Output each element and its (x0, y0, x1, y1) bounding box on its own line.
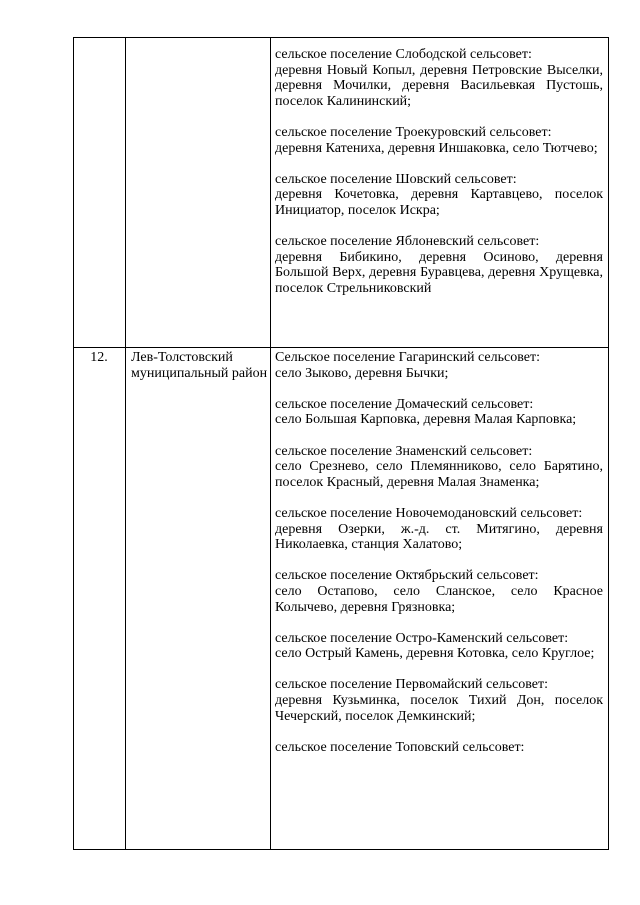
settlement-list: деревня Кузьминка, поселок Тихий Дон, поселок Чечерский, поселок Демкинский; (275, 693, 603, 724)
settlement-entry (275, 631, 603, 662)
settlements-cell (275, 350, 603, 755)
table-bottom-border (73, 849, 609, 850)
settlement-entry (275, 444, 603, 491)
settlement-entry (275, 125, 603, 156)
settlement-heading: сельское поселение Шовский сельсовет: (275, 171, 517, 187)
settlement-list: деревня Озерки, ж.-д. ст. Митягино, деревня Николаевка, станция Халатово; (275, 521, 603, 553)
column-divider-2 (270, 37, 271, 850)
settlement-list: деревня Катениха, деревня Иншаковка, село Тютчево; (275, 140, 598, 156)
table-top-border (73, 37, 609, 38)
settlement-heading: сельское поселение Топовский сельсовет: (275, 739, 525, 755)
settlement-heading: сельское поселение Слободской сельсовет: (275, 47, 532, 62)
settlement-heading: сельское поселение Новочемодановский сельсовет: (275, 505, 583, 521)
settlement-entry (275, 172, 603, 219)
settlement-entry (275, 506, 603, 553)
district-name: Лев-Толстовский муниципальный район (131, 350, 268, 381)
settlement-entry (275, 568, 603, 615)
settlement-heading: сельское поселение Остро-Каменский сельсовет: (275, 630, 569, 646)
settlements-cell (275, 47, 603, 297)
settlement-list: село Срезнево, село Племянниково, село Барятино, поселок Красный, деревня Малая Знаменка; (275, 459, 603, 490)
settlement-list: деревня Кочетовка, деревня Картавцево, поселок Инициатор, поселок Искра; (275, 187, 603, 218)
settlement-list: село Большая Карповка, деревня Малая Карповка; (275, 412, 577, 428)
settlement-entry (275, 677, 603, 724)
settlement-entry (275, 47, 603, 109)
settlement-entry (275, 234, 603, 296)
settlement-heading: сельское поселение Яблоневский сельсовет: (275, 234, 540, 250)
settlement-list: село Острый Камень, деревня Котовка, село Круглое; (275, 646, 595, 662)
settlement-heading: сельское поселение Домаческий сельсовет: (275, 396, 534, 412)
settlement-heading: Сельское поселение Гагаринский сельсовет: (275, 350, 540, 365)
settlement-entry (275, 350, 603, 381)
settlement-list: село Остапово, село Сланское, село Красное Колычево, деревня Грязновка; (275, 583, 603, 615)
settlement-heading: сельское поселение Первомайский сельсовет: (275, 677, 548, 693)
settlement-heading: сельское поселение Знаменский сельсовет: (275, 443, 533, 459)
table-left-border (73, 37, 74, 850)
settlement-heading: сельское поселение Троекуровский сельсовет: (275, 124, 552, 140)
settlement-list: деревня Новый Копыл, деревня Петровские Выселки, деревня Мочилки, деревня Васильевкая Пустошь, поселок Калининский; (275, 62, 603, 109)
row-divider (73, 347, 609, 348)
settlement-list: деревня Бибикино, деревня Осиново, деревня Большой Верх, деревня Буравцева, деревня Хрущевка, поселок Стрельниковский (275, 249, 603, 296)
settlement-list: село Зыково, деревня Бычки; (275, 365, 449, 381)
settlements-table (73, 37, 609, 850)
settlement-heading: сельское поселение Октябрьский сельсовет: (275, 568, 539, 584)
table-right-border (608, 37, 609, 850)
settlement-entry (275, 397, 603, 428)
settlement-entry (275, 740, 603, 756)
row-number: 12. (90, 350, 108, 365)
column-divider-1 (125, 37, 126, 850)
